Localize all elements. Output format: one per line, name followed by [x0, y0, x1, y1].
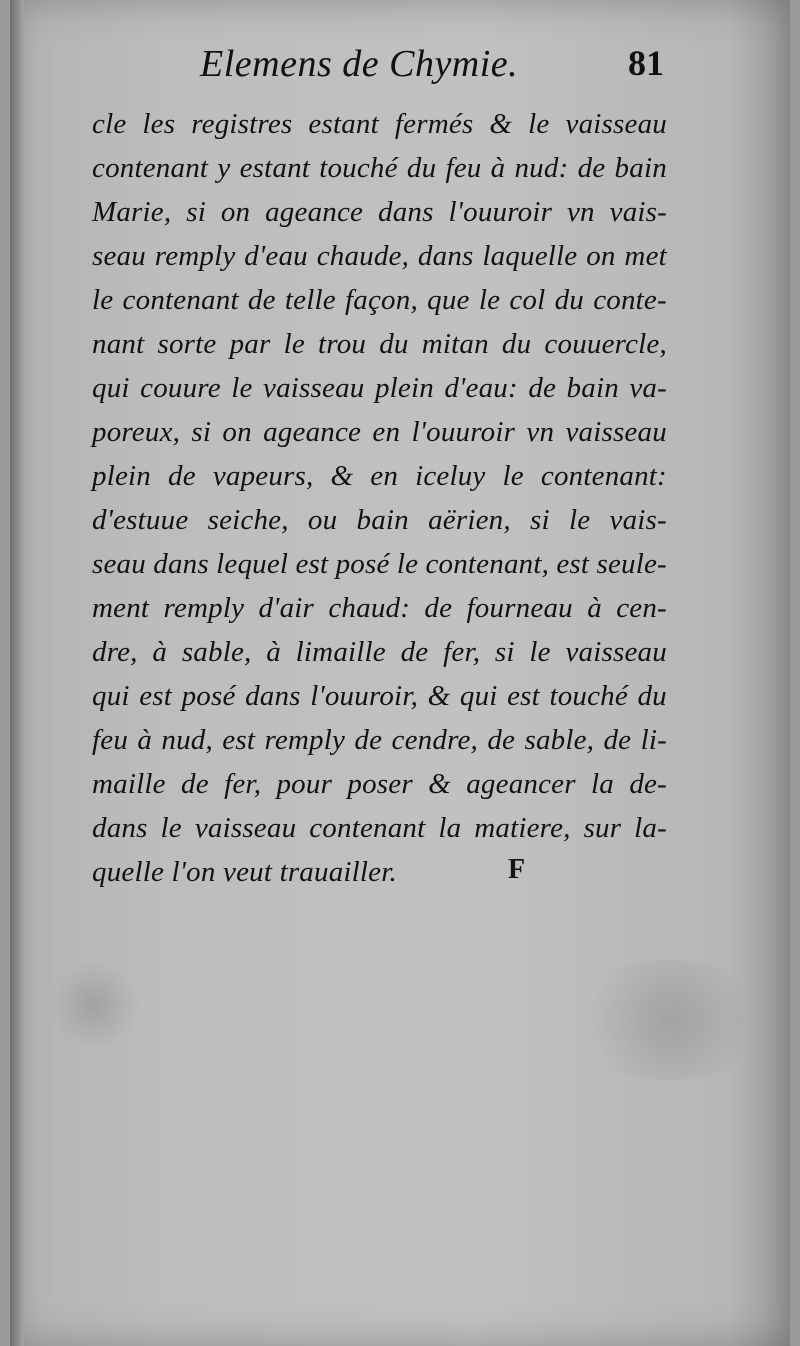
page-gutter	[10, 0, 24, 1346]
text-line: dre, à sable, à limaille de fer, si le vaisseau	[92, 636, 667, 668]
text-line: Marie, si on ageance dans l'ouuroir vn vais-	[92, 196, 667, 228]
text-line: feu à nud, est remply de cendre, de sable, de li-	[92, 724, 667, 756]
text-line: le contenant de telle façon, que le col du conte-	[92, 284, 667, 316]
page-number: 81	[628, 43, 664, 83]
paper-stain	[50, 960, 140, 1050]
text-line: poreux, si on ageance en l'ouuroir vn vaisseau	[92, 416, 667, 448]
text-line: plein de vapeurs, & en iceluy le contenant:	[92, 460, 667, 492]
text-line: dans le vaisseau contenant la matiere, sur la-	[92, 812, 667, 844]
text-line: cle les registres estant fermés & le vaisseau	[92, 108, 667, 140]
text-line: d'estuue seiche, ou bain aërien, si le vais-	[92, 504, 667, 536]
text-line: qui couure le vaisseau plein d'eau: de bain va-	[92, 372, 667, 404]
text-line: ment remply d'air chaud: de fourneau à cen-	[92, 592, 667, 624]
text-line: contenant y estant touché du feu à nud: de bain	[92, 152, 667, 184]
text-line: quelle l'on veut trauailler.	[92, 856, 397, 888]
text-line: seau remply d'eau chaude, dans laquelle on met	[92, 240, 667, 272]
book-page	[10, 0, 790, 1346]
paper-stain	[570, 960, 770, 1080]
page-header	[200, 42, 670, 88]
text-line: qui est posé dans l'ouuroir, & qui est touché du	[92, 680, 667, 712]
text-line: maille de fer, pour poser & ageancer la de-	[92, 768, 667, 800]
body-text	[92, 102, 667, 894]
signature-mark: F	[508, 854, 526, 885]
text-line: nant sorte par le trou du mitan du couuercle,	[92, 328, 667, 360]
running-title: Elemens de Chymie.	[200, 43, 519, 85]
text-line: seau dans lequel est posé le contenant, est seule-	[92, 548, 667, 580]
